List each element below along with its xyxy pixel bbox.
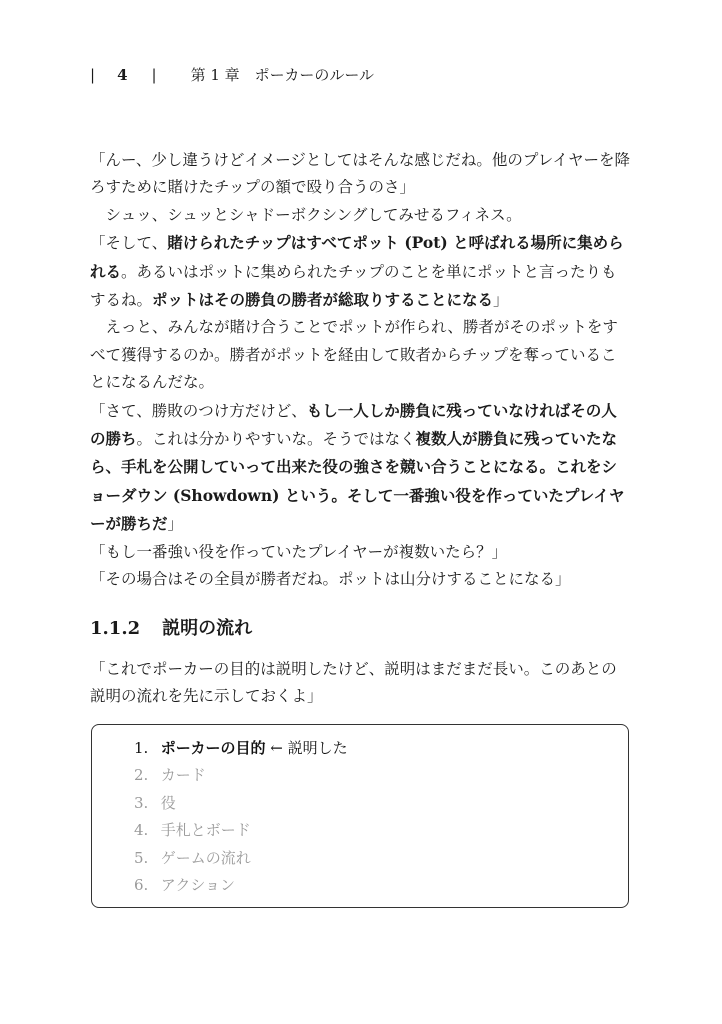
- paragraph-text: えっと、みんなが賭け合うことでポットが作られ、勝者がそのポットをすべて獲得するのか。勝者がポットを経由して敗者からチップを奪っていることになるんだな。: [90, 318, 618, 392]
- outline-item-number: 1.: [134, 739, 149, 757]
- outline-item-number: 5.: [134, 848, 149, 867]
- emphasis-text: 複数人が勝負に残っていたなら、手札を公開していって出来た役の強さを競い合うことになる。これをショーダウン (Showdown) という。そして一番強い役を作っていたプレイヤーが勝ちだ: [90, 429, 625, 534]
- emphasis-text: 賭けられたチップはすべてポット (Pot) と呼ばれる場所に集められる: [90, 233, 624, 281]
- outline-item-label: ポーカーの目的: [160, 739, 266, 757]
- paragraph-text: 。これは分かりやすいな。そうではなく: [136, 430, 416, 449]
- paragraph: [90, 314, 632, 396]
- header-right-bar: |: [151, 66, 157, 84]
- outline-item: [134, 762, 348, 789]
- intro-paragraph: 「これでポーカーの目的は説明したけど、説明はまだまだ長い。このあとの説明の流れを先に示しておくよ」: [90, 660, 617, 706]
- outline-item-note: ← 説明した: [265, 739, 348, 757]
- paragraph-text: 」: [167, 515, 184, 534]
- outline-item-number: 3.: [134, 793, 149, 812]
- outline-item: [134, 735, 348, 762]
- outline-item-label: カード: [160, 766, 206, 785]
- paragraph-text: 「さて、勝敗のつけ方だけど、: [90, 401, 307, 420]
- section-number: 1.1.2: [90, 618, 141, 639]
- emphasis-text: もし一人しか勝負に残っていなければその人の勝ち: [90, 400, 617, 449]
- paragraph-text: 」: [493, 291, 509, 310]
- paragraph-text: 「そして、: [90, 234, 168, 253]
- body-text: [90, 147, 632, 594]
- paragraph-text: シュッ、シュッとシャドーボクシングしてみせるフィネス。: [105, 205, 522, 224]
- chapter-title: 第 1 章 ポーカーのルール: [190, 66, 375, 84]
- paragraph: [90, 539, 632, 566]
- page-number: 4: [117, 66, 128, 84]
- paragraph: [90, 202, 632, 229]
- outline-item: [134, 817, 348, 844]
- paragraph: [90, 397, 632, 539]
- emphasis-text: ポットはその勝負の勝者が総取りすることになる: [152, 290, 494, 310]
- paragraph: [90, 147, 632, 202]
- outline-item-label: 手札とボード: [160, 821, 251, 840]
- outline-item-number: 6.: [134, 876, 149, 895]
- header-left-bar: |: [90, 66, 96, 84]
- outline-item: [134, 790, 348, 817]
- paragraph: [90, 229, 632, 314]
- paragraph-text: 。あるいはポットに集められたチップのことを単にポットと言ったりもするね。: [90, 262, 617, 310]
- paragraph-text: 「もし一番強い役を作っていたプレイヤーが複数いたら？」: [90, 542, 508, 561]
- outline-item-number: 4.: [134, 821, 149, 840]
- intro-text: [90, 656, 632, 711]
- outline-item: [134, 845, 348, 872]
- outline-item-number: 2.: [134, 766, 149, 785]
- paragraph-text: 「その場合はその全員が勝者だね。ポットは山分けすることになる」: [90, 570, 571, 589]
- outline-item-label: ゲームの流れ: [160, 848, 251, 867]
- section-heading: [90, 615, 252, 643]
- paragraph-text: 「んー、少し違うけどイメージとしてはそんな感じだね。他のプレイヤーを降ろすために賭けたチップの額で殴り合うのさ」: [90, 151, 631, 197]
- section-title: 説明の流れ: [162, 618, 253, 639]
- outline-item: [134, 872, 348, 899]
- outline-item-label: 役: [160, 793, 176, 812]
- paragraph: [90, 566, 632, 593]
- outline-list: [134, 735, 348, 899]
- running-header: [90, 64, 374, 86]
- outline-item-label: アクション: [160, 876, 236, 895]
- outline-box: [91, 724, 629, 908]
